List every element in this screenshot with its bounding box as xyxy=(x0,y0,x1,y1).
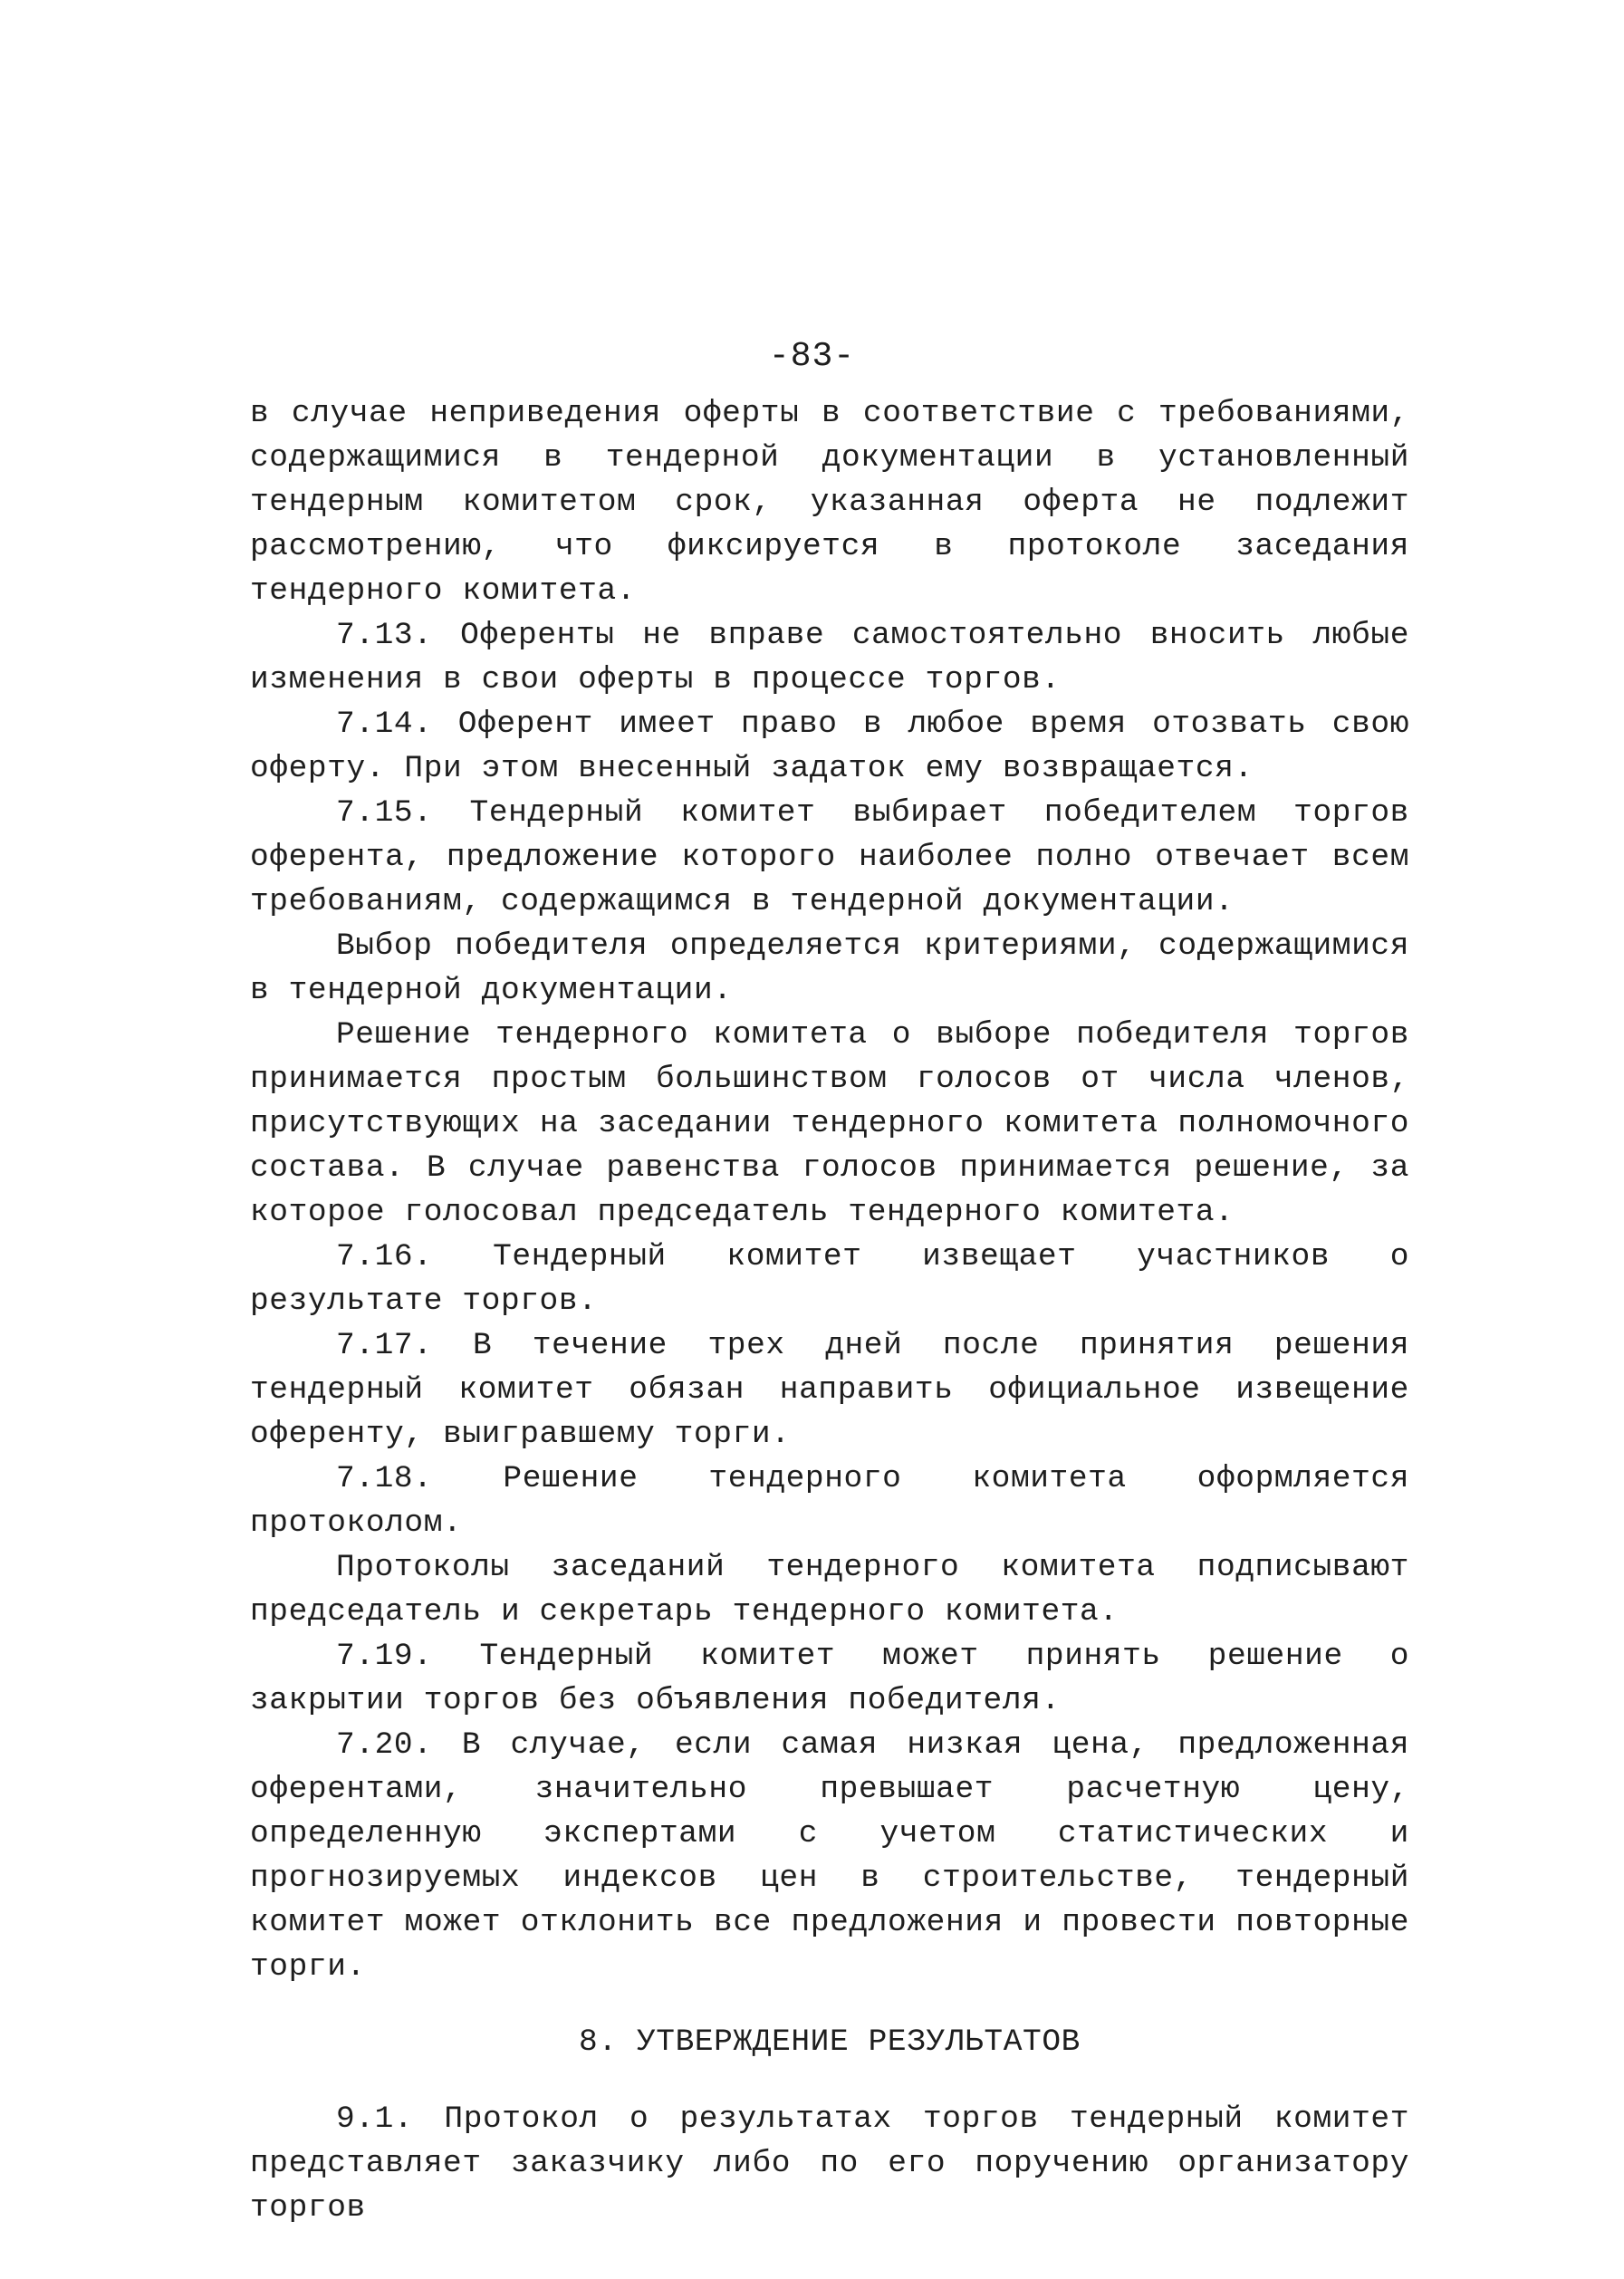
paragraph-7-14: 7.14. Оферент имеет право в любое время отозвать свою оферту. При этом внесенный задаток ему возвращается. xyxy=(250,707,1409,786)
paragraph-7-20: 7.20. В случае, если самая низкая цена, предложенная оферентами, значительно превышает расчетную цену, определенную экспертами с учетом статистических и прогнозируемых индексов цен в строительстве, тендерный комитет может отклонить все предложения и провести повторные торги. xyxy=(250,1727,1409,1985)
paragraph-7-16: 7.16. Тендерный комитет извещает участников о результате торгов. xyxy=(250,1239,1409,1319)
paragraph-7-17: 7.17. В течение трех дней после принятия решения тендерный комитет обязан направить официальное извещение оференту, выигравшему торги. xyxy=(250,1328,1409,1452)
body-text xyxy=(250,391,1409,2230)
paragraph-7-13: 7.13. Оференты не вправе самостоятельно вносить любые изменения в свои оферты в процессе торгов. xyxy=(250,618,1409,697)
paragraph-protocols-signing: Протоколы заседаний тендерного комитета подписывают председатель и секретарь тендерного комитета. xyxy=(250,1550,1409,1630)
paragraph-continuation: в случае неприведения оферты в соответствие с требованиями, содержащимися в тендерной документации в установленный тендерным комитетом срок, указанная оферта не подлежит рассмотрению, что фиксируется в протоколе заседания тендерного комитета. xyxy=(250,396,1409,609)
paragraph-decision-voting: Решение тендерного комитета о выборе победителя торгов принимается простым большинством голосов от числа членов, присутствующих на заседании тендерного комитета полномочного состава. В случае равенства голосов принимается решение, за которое голосовал председатель тендерного комитета. xyxy=(250,1017,1409,1230)
section-heading: 8. УТВЕРЖДЕНИЕ РЕЗУЛЬТАТОВ xyxy=(579,2024,1081,2060)
paragraph-9-1: 9.1. Протокол о результатах торгов тендерный комитет представляет заказчику либо по его поручению организатору торгов xyxy=(250,2101,1409,2226)
paragraph-winner-criteria: Выбор победителя определяется критериями, содержащимися в тендерной документации. xyxy=(250,928,1409,1008)
paragraph-7-18: 7.18. Решение тендерного комитета оформляется протоколом. xyxy=(250,1461,1409,1541)
paragraph-7-19: 7.19. Тендерный комитет может принять решение о закрытии торгов без объявления победителя. xyxy=(250,1639,1409,1718)
paragraph-7-15: 7.15. Тендерный комитет выбирает победителем торгов оферента, предложение которого наиболее полно отвечает всем требованиям, содержащимся в тендерной документации. xyxy=(250,795,1409,919)
page-number: -83- xyxy=(768,337,856,376)
